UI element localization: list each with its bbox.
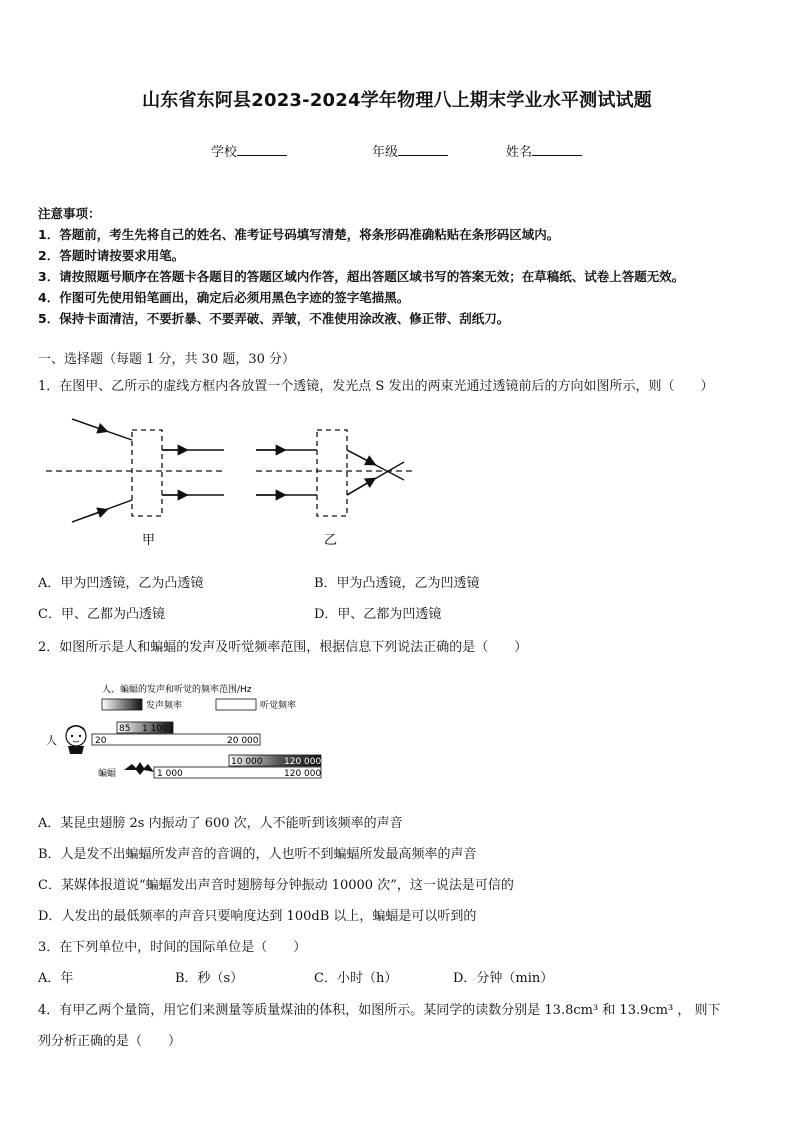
grade-label: 年级 [372, 145, 399, 160]
figure-a [46, 419, 224, 548]
legend-hear-label: 听觉频率 [260, 701, 297, 711]
legend-emit-swatch [102, 699, 142, 710]
q1-option-c: C．甲、乙都为凸透镜 [38, 607, 165, 622]
bat-icon [124, 762, 154, 775]
notes-block [38, 203, 684, 329]
figure-b [256, 430, 412, 548]
q1-stem: 1．在图甲、乙所示的虚线方框内各放置一个透镜，发光点 S 发出的两束光通过透镜前后的方向如图所示，则（ ） [38, 379, 714, 394]
q1-option-d: D．甲、乙都为凹透镜 [314, 607, 442, 622]
bat-hear-high: 120 000 [284, 769, 322, 779]
bat-emit-high: 120 000 [284, 757, 322, 767]
school-blank [237, 143, 287, 156]
q1-option-b: B．甲为凸透镜，乙为凹透镜 [314, 576, 480, 591]
figure-a-label: 甲 [142, 533, 156, 548]
human-hear-high: 20 000 [227, 736, 259, 746]
q3-option-c: C．小时（h） [314, 971, 398, 986]
q2-option-a: A．某昆虫翅膀 2s 内振动了 600 次，人不能听到该频率的声音 [38, 816, 403, 831]
human-hear-low: 20 [95, 736, 107, 746]
note-item: 2．答题时请按要求用笔。 [38, 248, 185, 263]
legend-hear-swatch [216, 699, 256, 710]
q1-option-a: A．甲为凹透镜，乙为凸透镜 [38, 576, 204, 591]
human-emit-low: 85 [119, 724, 131, 734]
q3-stem: 3．在下列单位中，时间的国际单位是（ ） [38, 940, 307, 955]
name-field [506, 141, 582, 160]
school-field [211, 141, 287, 160]
school-label: 学校 [211, 145, 238, 160]
figure-title: 人、蝙蝠的发声和听觉的频率范围/Hz [102, 685, 252, 695]
q2-option-b: B．人是发不出蝙蝠所发声音的音调的，人也听不到蝙蝠所发最高频率的声音 [38, 847, 477, 862]
figure-b-label: 乙 [324, 533, 338, 548]
name-label: 姓名 [506, 145, 533, 160]
note-item: 5．保持卡面清洁，不要折暴、不要弄破、弄皱，不准使用涂改液、修正带、刮纸刀。 [38, 311, 510, 326]
section-heading: 一、选择题（每题 1 分，共 30 题，30 分） [38, 352, 296, 367]
q3-option-b: B．秒（s） [175, 971, 244, 986]
human-emit-high: 1 100 [142, 724, 168, 734]
q3-option-a: A．年 [38, 971, 74, 986]
legend-emit-label: 发声频率 [146, 701, 183, 711]
note-item: 1．答题前，考生先将自己的姓名、准考证号码填写清楚，将条形码准确粘贴在条形码区域内。 [38, 227, 560, 242]
q4-stem-line1: 4．有甲乙两个量筒，用它们来测量等质量煤油的体积，如图所示。某同学的读数分别是 13.8cm³ 和 13.9cm³ ， 则下 [38, 1003, 721, 1018]
q1-lens-figure [44, 410, 414, 550]
note-item: 4．作图可先使用铅笔画出，确定后必须用黑色字迹的签字笔描黑。 [38, 290, 410, 305]
q2-frequency-figure [40, 680, 330, 786]
grade-blank [398, 143, 448, 156]
q2-stem: 2．如图所示是人和蝙蝠的发声及听觉频率范围，根据信息下列说法正确的是（ ） [38, 640, 528, 655]
human-icon [66, 725, 86, 754]
name-blank [532, 143, 582, 156]
q2-option-c: C．某媒体报道说“蝙蝠发出声音时翅膀每分钟振动 10000 次”，这一说法是可信的 [38, 878, 514, 893]
q3-option-d: D．分钟（min） [453, 971, 554, 986]
human-label: 人 [46, 734, 57, 747]
note-item: 3．请按照题号顺序在答题卡各题目的答题区域内作答，超出答题区域书写的答案无效；在草稿纸、试卷上答题无效。 [38, 269, 685, 284]
bat-emit-low: 10 000 [231, 757, 263, 767]
bat-label: 蝙蝠 [98, 769, 117, 779]
page-title: 山东省东阿县2023-2024学年物理八上期末学业水平测试试题 [142, 90, 652, 111]
bat-hear-low: 1 000 [157, 769, 183, 779]
notes-heading: 注意事项： [38, 206, 101, 221]
q2-option-d: D．人发出的最低频率的声音只要响度达到 100dB 以上，蝙蝠是可以听到的 [38, 909, 477, 924]
grade-field [372, 141, 448, 160]
q4-stem-line2: 列分析正确的是（ ） [38, 1034, 182, 1049]
